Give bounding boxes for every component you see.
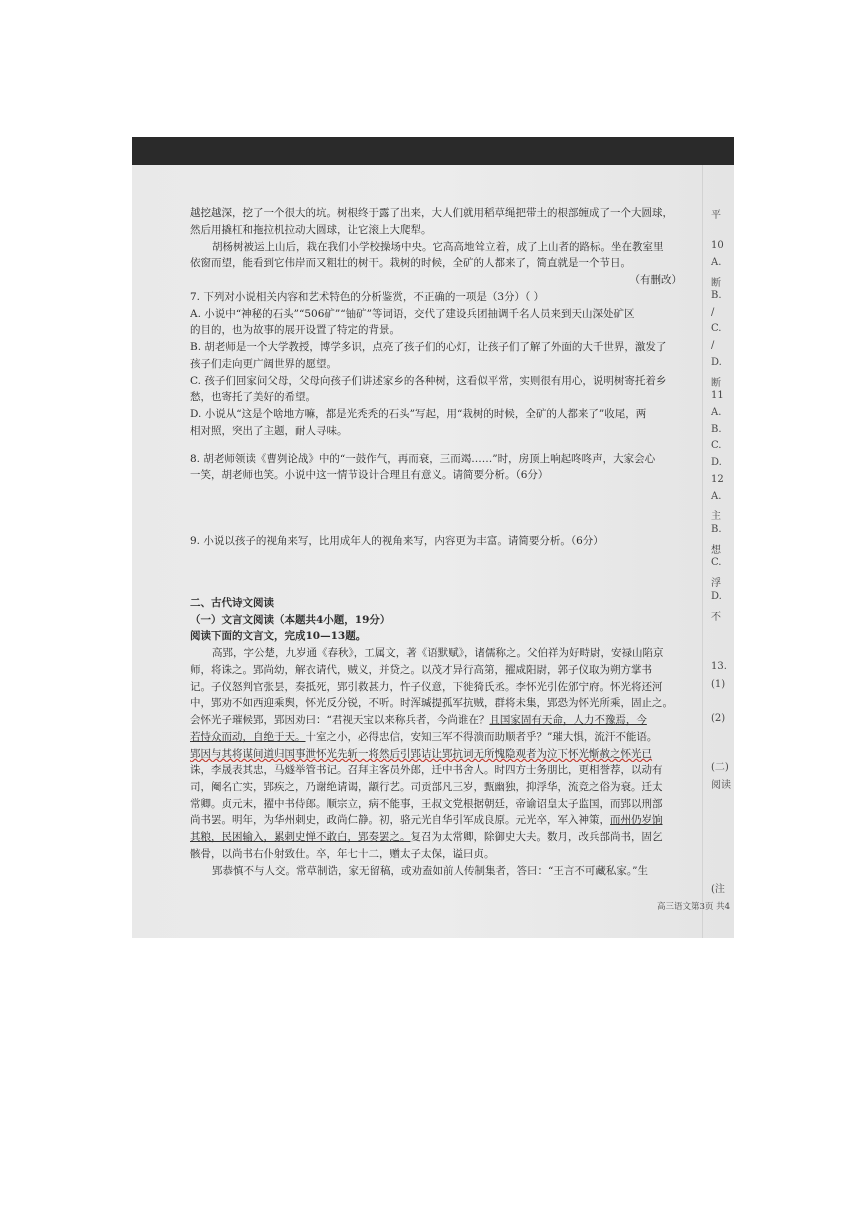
edge-text: A. (711, 491, 722, 502)
edge-text: A. (711, 257, 722, 268)
option-c-cont: 愁，也寄托了美好的希望。 (190, 391, 316, 403)
next-page-edge (702, 165, 734, 938)
edge-text: 断 (711, 378, 721, 389)
passage-line: 高郢，字公楚，九岁通《春秋》，工属文，著《语默赋》，诸儒称之。父伯祥为好畤尉，安禄山陷京 (212, 647, 664, 659)
edge-text: 12 (711, 474, 724, 485)
question-8: 8. 胡老师领读《曹刿论战》中的“一鼓作气，再而衰，三而竭……”时，房顶上响起咚咚声，大家会心 (190, 453, 656, 465)
edge-text: (1) (711, 679, 726, 690)
underlined-phrase: 其粮，民困输入，累剌史惮不敢白，郢奏罢之。 (190, 831, 411, 843)
passage-line: 诛，李晟表其忠，马燧举管书记。召拜主客员外郎，迁中书舍人。时四方士务朋比，更相誉荐，以动有 (190, 764, 663, 776)
passage-line: 郢恭慎不与人交。常草制诰，家无留稿，或劝盍如前人传制集者，答曰：“王言不可藏私家。”生 (212, 865, 648, 877)
underlined-phrase: 且国家固有天命，人力不豫焉，今 (489, 714, 647, 726)
edge-text: / (711, 340, 715, 351)
edge-text: 10 (711, 240, 724, 251)
edge-text: B. (711, 524, 722, 535)
edge-text: B. (711, 290, 722, 301)
question-8-cont: 一笑，胡老师也笑。小说中这一情节设计合理且有意义。请简要分析。（6分） (190, 469, 549, 481)
underlined-phrase: 若恃众而动，自绝于天。 (190, 731, 306, 743)
option-a: A. 小说中“神秘的石头”“506矿”“铀矿”等词语，交代了建设兵团抽调千名人员来到天山深处矿区 (190, 308, 635, 320)
subsection-title: （一）文言文阅读（本题共4小题，19分） (190, 614, 391, 626)
underlined-phrase: 而州仍岁饷 (610, 814, 663, 826)
option-d-cont: 相对照，突出了主题，耐人寻味。 (190, 425, 348, 437)
passage-line: 中，郢劝不如西迎乘舆，怀光反分锐，不听。时浑瑊提孤军抗贼，群将未集，郢恐为怀光所乘，固止之。 (190, 697, 673, 709)
edge-text: 浮 (711, 578, 721, 589)
reading-instruction: 阅读下面的文言文，完成10—13题。 (190, 630, 367, 642)
passage-line: 会怀光子璀候郢，郢因劝曰：“君视天宝以来称兵者，今尚谁在？且国家固有天命，人力不豫焉，今 (190, 714, 647, 726)
exam-page (132, 165, 734, 938)
wavy-underlined-line: 郢因与其将谋间道归国事泄怀光先斩一将然后引郢诘让郢抗词无所愧隐观者为泣下怀光惭赦之怀光已 (190, 748, 652, 760)
edge-text: (2) (711, 713, 726, 724)
edge-text: C. (711, 557, 722, 568)
section-title: 二、古代诗文阅读 (190, 597, 274, 609)
edge-text: 平 (711, 210, 721, 221)
passage-line: 师，将诛之。郢尚幼，解衣请代，贼义，并贷之。以茂才异行高第，擢咸阳尉，郭子仪取为朔方掌书 (190, 664, 652, 676)
question-7: 7. 下列对小说相关内容和艺术特色的分析鉴赏，不正确的一项是（3分）（ ） (190, 291, 545, 303)
edge-text: 断 (711, 278, 721, 289)
edge-text: 主 (711, 511, 721, 522)
page-footer: 高三语文第3页 共4 (656, 902, 730, 912)
text-line: 胡杨树被运上山后，栽在我们小学校操场中央。它高高地耸立着，成了上山者的路标。坐在教室里 (212, 241, 664, 253)
option-b: B. 胡老师是一个大学教授，博学多识，点亮了孩子们的心灯，让孩子们了解了外面的大千世界，激发了 (190, 341, 667, 353)
edge-text: 想 (711, 545, 721, 556)
question-9: 9. 小说以孩子的视角来写，比用成年人的视角来写，内容更为丰富。请简要分析。（6分） (190, 535, 604, 547)
edge-text: 11 (711, 390, 724, 401)
document-photo (132, 137, 734, 938)
text-line: 然后用撬杠和拖拉机拉动大圆球，让它滚上大爬犁。 (190, 224, 432, 236)
passage-line: 司，阉名亡实，郢疾之，乃谢绝请谒，颛行艺。司贡部凡三岁，甄幽独，抑浮华，流竞之俗为衰。迁太 (190, 781, 663, 793)
edge-text: 13. (711, 661, 727, 672)
edge-text: D. (711, 591, 722, 602)
edge-text: (二) (711, 762, 729, 773)
option-d: D. 小说从“这是个啥地方嘛，都是光秃秃的石头”写起，用“栽树的时候，全矿的人都来了”收尾，两 (190, 408, 647, 420)
text-line: 依窗而望，能看到它伟岸而又粗壮的树干。栽树的时候，全矿的人都来了，简直就是一个节日。 (190, 257, 631, 269)
edge-text: C. (711, 440, 722, 451)
option-a-cont: 的目的，也为故事的展开设置了特定的背景。 (190, 324, 400, 336)
edge-text: 阅读 (711, 780, 731, 791)
option-b-cont: 孩子们走向更广阔世界的愿望。 (190, 358, 337, 370)
edge-text: B. (711, 424, 722, 435)
text-line: 越挖越深，挖了一个很大的坑。树根终于露了出来，大人们就用稻草绳把带土的根部缠成了一个大圆球， (190, 207, 673, 219)
option-c: C. 孩子们回家问父母，父母向孩子们讲述家乡的各种树，这看似平常，实则很有用心，说明树寄托着乡 (190, 375, 667, 387)
edge-text: A. (711, 407, 722, 418)
edge-text: (注 (711, 884, 725, 895)
passage-line: 常卿。贞元末，擢中书侍郎。顺宗立，病不能事，王叔文党根据朝廷，帝谕诏皇太子监国，而郢以刑部 (190, 798, 663, 810)
edge-text: C. (711, 323, 722, 334)
passage-line: 记。子仪怒判官张昙，奏抵死，郢引救甚力，忤子仪意，下徙猗氏丞。李怀光引佐邠宁府。怀光将还河 (190, 681, 663, 693)
passage-line: 其粮，民困输入，累剌史惮不敢白，郢奏罢之。复召为太常卿，除御史大夫。数月，改兵部尚书，固乞 (190, 831, 663, 843)
passage-line: 骸骨，以尚书右仆射致仕。卒，年七十二，赠太子太保，谥曰贞。 (190, 848, 495, 860)
edge-text: D. (711, 357, 722, 368)
edge-text: 不 (711, 612, 721, 623)
edge-text: / (711, 307, 715, 318)
source-note: （有删改） (629, 274, 682, 286)
passage-line: 若恃众而动，自绝于天。十室之小，必得忠信，安知三军不得溃而助顺者乎？”璀大惧，流汗不能语。 (190, 731, 658, 743)
edge-text: D. (711, 457, 722, 468)
passage-line: 尚书罢。明年，为华州刺史，政尚仁静。初，骆元光自华引军成良原。元光卒，军入神策，而州仍岁饷 (190, 814, 663, 826)
